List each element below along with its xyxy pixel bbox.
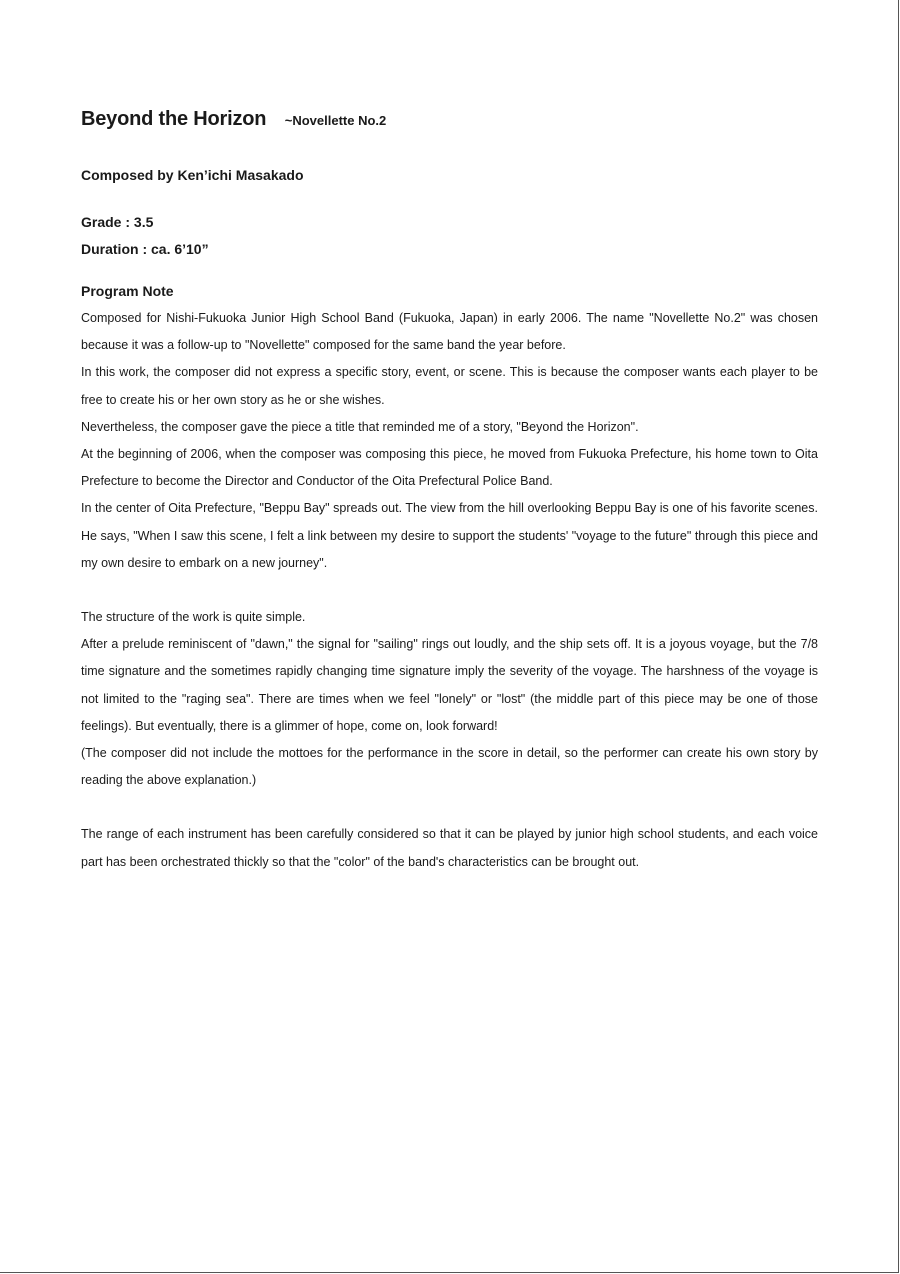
piece-subtitle: ~Novellette No.2 — [284, 113, 387, 128]
program-note-paragraph: In the center of Oita Prefecture, "Beppu Bay" spreads out. The view from the hill overlooking Beppu Bay is one of his favorite scenes. He says, "When I saw this scene, I felt a link between my desire to support the students' "voyage to the future" through this piece and my own desire to embark on a new journey". — [81, 501, 818, 570]
composer-credit: Composed by Ken’ichi Masakado — [81, 167, 304, 183]
program-note-paragraph: At the beginning of 2006, when the composer was composing this piece, he moved from Fukuoka Prefecture, his home town to Oita Prefecture to become the Director and Conductor of the Oita Prefectural Police Band. — [81, 447, 818, 489]
paragraph-gap — [81, 577, 818, 604]
duration-line: Duration : ca. 6’10” — [81, 241, 209, 257]
program-note-paragraph: Composed for Nishi-Fukuoka Junior High School Band (Fukuoka, Japan) in early 2006. The name "Novellette No.2" was chosen because it was a follow-up to "Novellette" composed for the same band the year before. — [81, 311, 818, 353]
structure-paragraph: The structure of the work is quite simple. — [81, 610, 306, 625]
document-content — [81, 108, 818, 876]
title-row — [81, 108, 818, 138]
grade-line: Grade : 3.5 — [81, 214, 154, 230]
piece-meta — [81, 209, 818, 263]
piece-title: Beyond the Horizon — [81, 108, 267, 130]
paragraph-gap — [81, 794, 818, 821]
program-note-paragraph: In this work, the composer did not express a specific story, event, or scene. This is because the composer wants each player to be free to create his or her own story as he or she wishes. — [81, 365, 818, 407]
program-note-paragraph: Nevertheless, the composer gave the piece a title that reminded me of a story, "Beyond the Horizon". — [81, 419, 639, 434]
program-note-heading: Program Note — [81, 283, 174, 299]
structure-paragraph: (The composer did not include the mottoes for the performance in the score in detail, so the performer can create his own story by reading the above explanation.) — [81, 746, 818, 788]
structure-paragraph: After a prelude reminiscent of "dawn," the signal for "sailing" rings out loudly, and the ship sets off. It is a joyous voyage, but the 7/8 time signature and the sometimes rapidly changing time signature imply the severity of the voyage. The harshness of the voyage is not limited to the "raging sea". There are times when we feel "lonely" or "lost" (the middle part of this piece may be one of those feelings). But eventually, there is a glimmer of hope, come on, look forward! — [81, 637, 818, 733]
range-paragraph: The range of each instrument has been carefully considered so that it can be played by junior high school students, and each voice part has been orchestrated thickly so that the "color" of the band's characteristics can be brought out. — [81, 827, 818, 869]
